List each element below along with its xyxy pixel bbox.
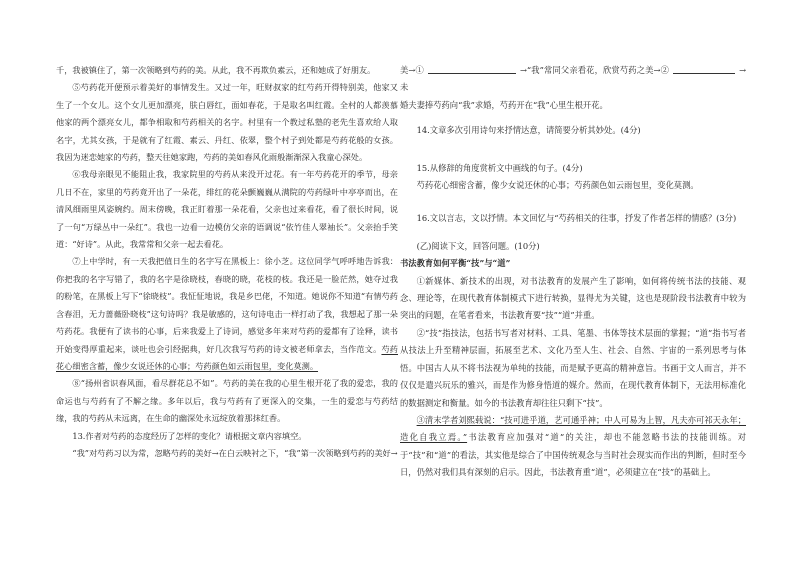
underlined-sentence: 芍药花心细密含蓄，像少女说还休的心事；芍药颜色如云雨包里，变化莫测。 bbox=[56, 343, 398, 371]
underlined-quote: ③清末学者刘熙载说：“技可进乎道，艺可通乎神；中人可易为上智，凡夫亦可祁天永年；造化自我立焉。” bbox=[400, 414, 746, 443]
q13-suffix: → 未 bbox=[400, 65, 747, 93]
question-13-stem: “我”对芍药习以为常，忽略芍药的美好→在白云映衬之下，“我”第一次领略到芍药的美好→ bbox=[72, 447, 398, 458]
question-15-quote: 芍药花心细密含蓄，像少女说还休的心事；芍药颜色如云雨包里，变化莫测。 bbox=[416, 180, 699, 191]
question-13-continuation bbox=[400, 62, 746, 97]
paragraph-6: ⑥我母亲眼见不能阻止我，我家院里的芍药从来没开过花。有一年芍药花开的季节，母亲几日不在，家里的芍药竟开出了一朵花，绯红的花朵颤巍巍从满院的芍药绿叶中亭亭而出，在清风细雨里风姿婉约。周末傍晚，我正盯着那一朵花看，父亲也过来看花，看了很长时间，说了一句“万绿丛中一朵红”。我也一边看一边模仿父亲的语调说“依竹佳人翠袖长”。父亲抬手笑道：“好诗”。从此，我常常和父亲一起去看花。 bbox=[56, 169, 398, 250]
question-15: 15.从修辞的角度赏析文中画线的句子。(4分) bbox=[416, 162, 583, 173]
paragraph-5: ⑤芍药花开便预示着美好的事情发生。又过一年，旺财叔家的红芍药开得特别美，他家又生了一个女儿。这个女儿更加漂亮，肤白唇红，面如春花，于是取名叫红霞。全村的人都羡慕他家的两个漂亮女儿，都争相取和芍药相关的名字。村里有一个教过私塾的老先生喜欢给人取名字，尤其女孩，于是就有了红霞、素云、丹红、依翠，整个村子到处都是芍药花般的女孩。我因为迷恋她家的芍药，整天往她家跑，芍药的美如春风化雨般渐渐深入我童心深处。 bbox=[56, 82, 398, 163]
paragraph-7 bbox=[56, 253, 398, 375]
q13-middle: →“我”常同父亲看花，欣赏芍药之美→② bbox=[519, 65, 670, 75]
article-paragraph-2: ②“技”指技法，包括书写者对材料、工具、笔墨、书体等技术层面的掌握；“道”指书写者从技法上升至精神层面，拓展至艺术、文化乃至人生、社会、自然、宇宙的一系列思考与体悟。中国古人从不将书法视为单纯的技能，而是赋予更高的精神意旨。书画于文人而言，并不仅仅是遣兴玩乐的雅兴，而是作为修身悟道的媒介。然而，在现代教育体制下，无法用标准化的数据测定和衡量。如今的书法教育却往往只剩下“技”。 bbox=[400, 327, 746, 408]
q13-prefix: 美→① bbox=[400, 65, 424, 75]
right-column bbox=[400, 62, 746, 482]
left-column bbox=[56, 62, 398, 462]
paragraph-7-text: ⑦上中学时，有一天我把值日生的名字写在黑板上：徐小芝。这位同学气呼呼地告诉我：你把我的名字写错了，我的名字是徐晓枝，春晓的晓，花枝的枝。我还是一脸茫然，她夺过我的粉笔，在黑板上写下“徐晓枝”。我怔怔地说，我是乡巴佬，不知道。她说你不知道“有情芍药含春泪，无力蔷薇卧晓枝”这句诗吗？我是敏感的，这句诗电击一样打动了我，我想起了那一朵芍药花。我便有了读书的心事，后来我爱上了诗词，感觉多年来对芍药的爱都有了诠释，读书开始变得厚重起来，谈吐也会引经据典，好几次我写芍药的诗文被老师拿去，当作范文。 bbox=[56, 256, 398, 354]
paragraph-continuation: 千，我被镇住了，第一次领略到芍药的美。从此，我不再欺负素云，还和她成了好朋友。 bbox=[56, 65, 376, 75]
answer-blank-2[interactable] bbox=[673, 64, 735, 74]
paragraph-8: ⑧“扬州省识春风面，看尽群花总不如”。芍药的美在我的心里生根开花了我的爱恋，我的命运也与芍药有了不解之缘。多年以后，我与芍药有了更深入的交集，一生的爱恋与芍药结缘，我的芍药从未远离，在生命的幽深处永远绽放着那抹红香。 bbox=[56, 378, 398, 424]
answer-blank-1[interactable] bbox=[428, 64, 516, 74]
question-13: 13.作者对芍药的态度经历了怎样的变化？请根据文章内容填空。 bbox=[72, 430, 307, 441]
article-paragraph-1: ①新媒体、新技术的出现，对书法教育的发展产生了影响，如何将传统书法的技能、观念、理论等，在现代教育体制模式下进行转换，显得尤为关键，这也是现阶段书法教育中较为突出的问题，在笔者看来，书法教育要“技”“道”并重。 bbox=[400, 275, 746, 321]
part-b-instruction: (乙)阅读下文，回答问题。(10分) bbox=[416, 240, 540, 251]
article-title: 书法教育如何平衡“技”与“道” bbox=[400, 258, 511, 269]
q13-line-2: 婚夫妻捧芍药向“我”求婚，芍药开在“我”心里生根开花。 bbox=[400, 99, 608, 110]
question-16: 16.文以言志，文以抒情。本文回忆与“芍药相关的往事，抒发了作者怎样的情感？(3分) bbox=[416, 213, 737, 224]
question-14: 14.文章多次引用诗句来抒情达意，请简要分析其妙处。(4分) bbox=[416, 125, 641, 136]
paragraph-3-rest: 书法教育应加强对“道”的关注，却也不能忽略书法的技能训练。对于“技”和“道”的看法，其实他是综合了中国传统观念与当时社会现实而作出的判断，但时至今日，仍然对我们具有深刻的启示。因此，书法教育重“道”，必须建立在“技”的基础上。 bbox=[400, 432, 746, 478]
article-paragraph-3 bbox=[400, 412, 746, 482]
